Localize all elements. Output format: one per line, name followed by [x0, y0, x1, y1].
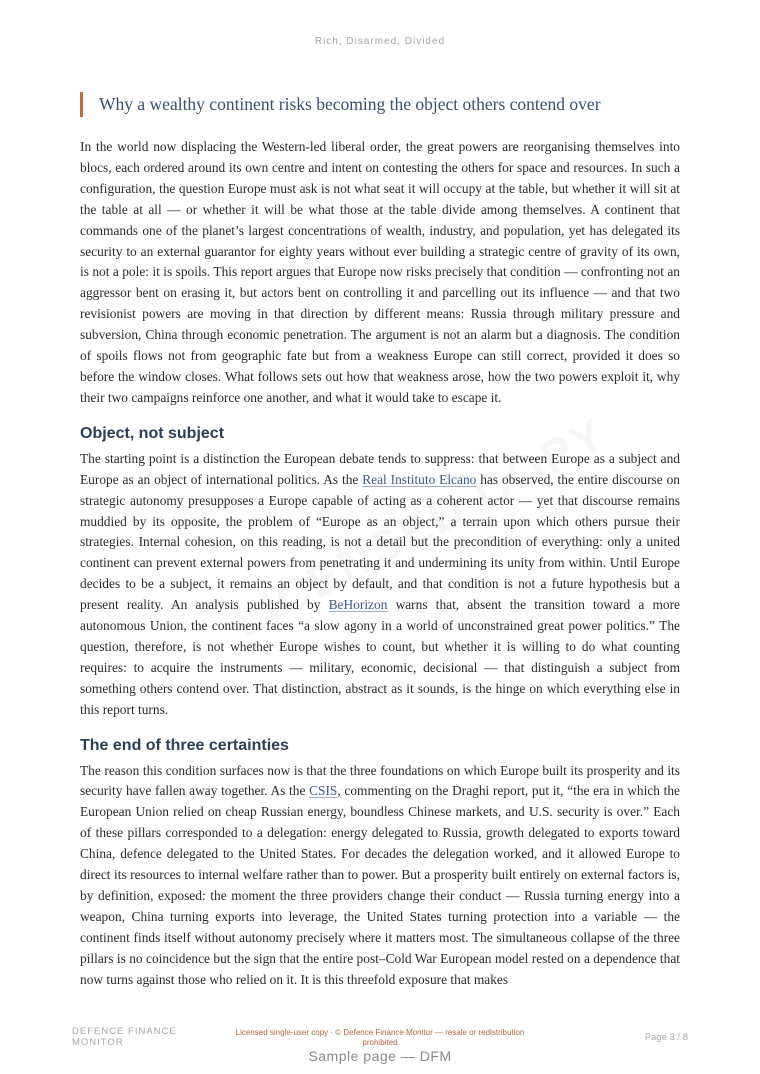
three-certainties-paragraph: [80, 761, 680, 991]
object-not-subject-paragraph: [80, 449, 680, 721]
section-heading-object-not-subject: Object, not subject: [80, 424, 225, 442]
paragraph-text: The reason this condition surfaces now is that the three foundations on which Europe built its prosperity and its security have fallen away together. As the: [80, 762, 680, 799]
intro-paragraph: In the world now displacing the Western-led liberal order, the great powers are reorganising themselves into blocs, each ordered around its own centre and intent on contesting the others for space and resources. In such a configuration, the question Europe must ask is not what seat it will occupy at the table, but whether it will sit at the table at all — or whether it will be what those at the table divide among themselves. A continent that commands one of the planet’s largest concentrations of wealth, industry, and population, yet has delegated its security to an external guarantor for eighty years without ever building a strategic centre of gravity of its own, is not a pole: it is spoils. This report argues that Europe now risks precisely that condition — confronting not an aggressor bent on erasing it, but actors bent on controlling it and parcelling out its influence — and that two revisionist powers are moving in that direction by different means: Russia through military pressure and subversion, China through economic penetration. The argument is not an alarm but a diagnosis. The condition of spoils flows not from geographic fate but from a weakness Europe can still correct, provided it does so before the window closes. What follows sets out how that weakness arose, how the two powers exploit it, why their two campaigns reinforce one another, and what it would take to escape it.: [80, 139, 680, 405]
page-content: [80, 92, 680, 991]
section-title: Why a wealthy continent risks becoming the object others contend over: [80, 92, 680, 117]
paragraph-text: , commenting on the Draghi report, put it, “the era in which the European Union relied on cheap Russian energy, boundless Chinese markets, and U.S. security is over.” Each of these pillars corresponded to a delegation: energy delegated to Russia, growth delegated to exports toward China, defence delegated to the United States. For decades the delegation worked, and it allowed Europe to direct its resources to internal welfare rather than to power. But a prosperity built entirely on external factors is, by definition, exposed: the moment the three providers change their conduct — Russia turning energy into a weapon, China turning exports into leverage, the United States turning protection into a variable — the continent finds itself without autonomy precisely where it matters most. The simultaneous collapse of the three pillars is no coincidence but the sign that the entire post–Cold War European model rested on a dependence that now turns against those who relied on it. It is this threefold exposure that makes: [80, 783, 680, 987]
footer-publisher: DEFENCE FINANCE MONITOR: [72, 1026, 177, 1048]
running-head: Rich, Disarmed, Divided: [314, 36, 446, 47]
link-csis[interactable]: CSIS: [309, 783, 338, 799]
paragraph-text: The starting point is a distinction the European debate tends to suppress: that between Europe as a subject and Europe as an object of international politics. As the: [80, 450, 680, 487]
section-heading-three-certainties: The end of three certainties: [80, 736, 289, 754]
sample-page-label: Sample page — DFM: [308, 1048, 452, 1064]
paragraph-text: has observed, the entire discourse on strategic autonomy presupposes a Europe capable of acting as a coherent actor — yet that discourse remains muddied by its opposite, the problem of “Europe as an object,” a terrain upon which others pursue their strategies. Internal cohesion, on this reading, is not a detail but the precondition of everything: only a united continent can prevent external powers from penetrating it and undermining its unity from within. Until Europe decides to be a subject, it remains an object by default, and that condition is not a future hypothesis but a present reality. An analysis published by: [80, 471, 680, 613]
paragraph-text: warns that, absent the transition toward a more autonomous Union, the continent faces “a slow agony in a world of unconstrained great power politics.” The question, therefore, is not whether Europe wishes to count, but whether it is willing to do what counting requires: to acquire the instruments — military, economic, decisional — that distinguish a subject from something others contend over. That distinction, abstract as it sounds, is the hinge on which everything else in this report turns.: [80, 597, 680, 717]
link-behorizon[interactable]: BeHorizon: [328, 597, 388, 613]
link-real-instituto-elcano[interactable]: Real Instituto Elcano: [362, 471, 477, 487]
footer-license-notice: Licensed single-user copy · © Defence Finance Monitor — resale or redistribution prohibited: [235, 1028, 525, 1047]
page-number: Page 3 / 8: [644, 1032, 688, 1043]
